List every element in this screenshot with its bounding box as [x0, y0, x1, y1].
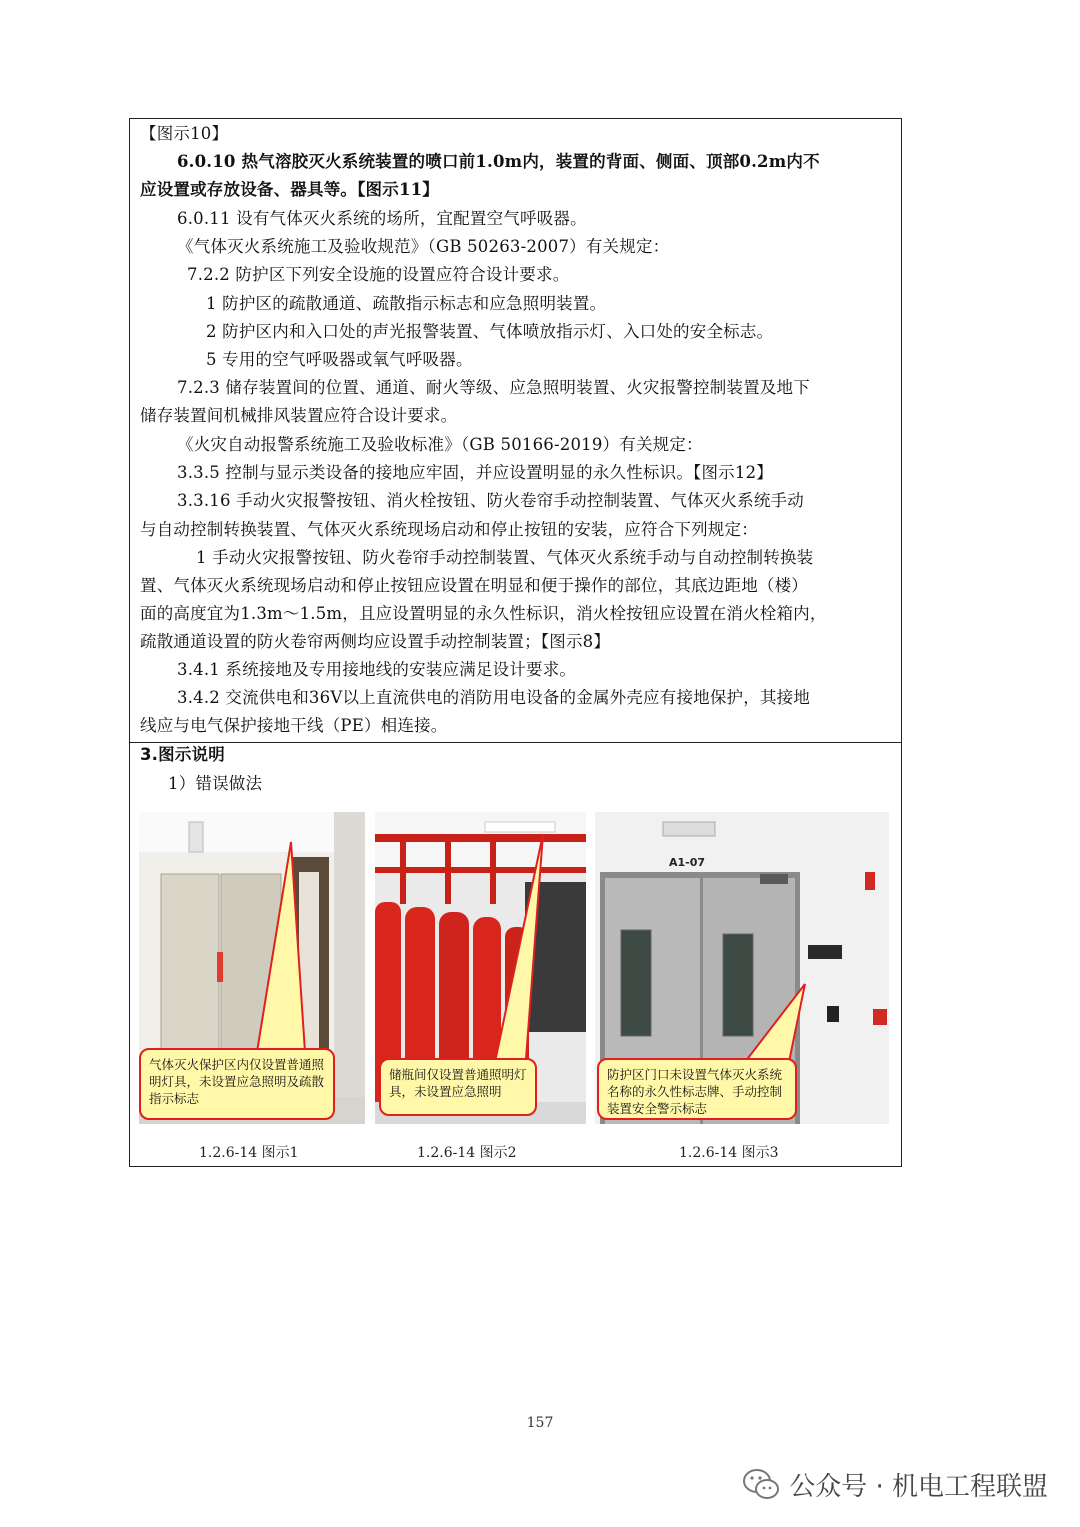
door-number-label: A1-07 — [669, 856, 706, 869]
figure-1-caption: 1.2.6-14 图示1 — [199, 1145, 299, 1161]
figure-3-caption: 1.2.6-14 图示3 — [679, 1145, 779, 1161]
text-line: 面的高度宜为1.3m～1.5m，且应设置明显的永久性标识，消火栓按钮应设置在消火栓箱内， — [140, 604, 827, 623]
text-line: 3.3.16 手动火灾报警按钮、消火栓按钮、防火卷帘手动控制装置、气体灭火系统手动 — [177, 491, 804, 510]
regulations-section — [130, 119, 901, 743]
text-line: 3.4.2 交流供电和36V以上直流供电的消防用电设备的金属外壳应有接地保护，其接地 — [177, 688, 811, 707]
text-line: 7.2.3 储存装置间的位置、通道、耐火等级、应急照明装置、火灾报警控制装置及地下 — [177, 378, 810, 397]
figure-1-photo — [139, 812, 365, 1124]
watermark-text: 公众号 · 机电工程联盟 — [789, 1471, 1048, 1502]
text-line: 3.4.1 系统接地及专用接地线的安装应满足设计要求。 — [177, 660, 577, 679]
text-line: 线应与电气保护接地干线（PE）相连接。 — [140, 716, 448, 735]
text-line: 置、气体灭火系统现场启动和停止按钮应设置在明显和便于操作的部位，其底边距地（楼） — [140, 576, 808, 595]
text-line: 6.0.11 设有气体灭火系统的场所，宜配置空气呼吸器。 — [177, 209, 587, 228]
figure-3-photo — [595, 812, 889, 1124]
page-number: 157 — [526, 1415, 554, 1431]
text-line: 2 防护区内和入口处的声光报警装置、气体喷放指示灯、入口处的安全标志。 — [206, 322, 774, 341]
illustration-section — [130, 743, 901, 1168]
wechat-icon — [741, 1464, 781, 1504]
callout-3: 防护区门口未设置气体灭火系统名称的永久性标志牌、手动控制装置安全警示标志 — [597, 1058, 797, 1120]
text-line: 与自动控制转换装置、气体灭火系统现场启动和停止按钮的安装，应符合下列规定： — [140, 520, 758, 539]
section-title: 3.图示说明 — [140, 745, 225, 764]
text-line: 《气体灭火系统施工及验收规范》（GB 50263-2007）有关规定： — [177, 237, 670, 256]
text-line: 5 专用的空气呼吸器或氧气呼吸器。 — [206, 350, 473, 369]
text-line: 7.2.2 防护区下列安全设施的设置应符合设计要求。 — [187, 265, 570, 284]
text-line: 1 防护区的疏散通道、疏散指示标志和应急照明装置。 — [206, 294, 607, 313]
text-line-bold: 应设置或存放设备、器具等。【图示11】 — [140, 180, 440, 199]
figure-2-photo — [375, 812, 586, 1124]
text-line: 1 手动火灾报警按钮、防火卷帘手动控制装置、气体灭火系统手动与自动控制转换装 — [196, 548, 814, 567]
figure-2-caption: 1.2.6-14 图示2 — [417, 1145, 517, 1161]
text-line-bold: 6.0.10 热气溶胶灭火系统装置的喷口前1.0m内，装置的背面、侧面、顶部0.2m内不 — [177, 152, 820, 171]
callout-2: 储瓶间仅设置普通照明灯具，未设置应急照明 — [379, 1058, 537, 1116]
text-line: 疏散通道设置的防火卷帘两侧均应设置手动控制装置；【图示8】 — [140, 632, 611, 651]
text-line: 3.3.5 控制与显示类设备的接地应牢固，并应设置明显的永久性标识。【图示12】 — [177, 463, 773, 482]
text-line: 储存装置间机械排风装置应符合设计要求。 — [140, 406, 458, 425]
section-subtitle: 1）错误做法 — [168, 774, 263, 793]
text-line: 【图示10】 — [140, 124, 229, 143]
callout-1: 气体灭火保护区内仅设置普通照明灯具，未设置应急照明及疏散指示标志 — [139, 1048, 335, 1120]
watermark — [741, 1464, 1048, 1504]
content-table — [129, 118, 902, 1167]
text-line: 《火灾自动报警系统施工及验收标准》（GB 50166-2019）有关规定： — [177, 435, 703, 454]
